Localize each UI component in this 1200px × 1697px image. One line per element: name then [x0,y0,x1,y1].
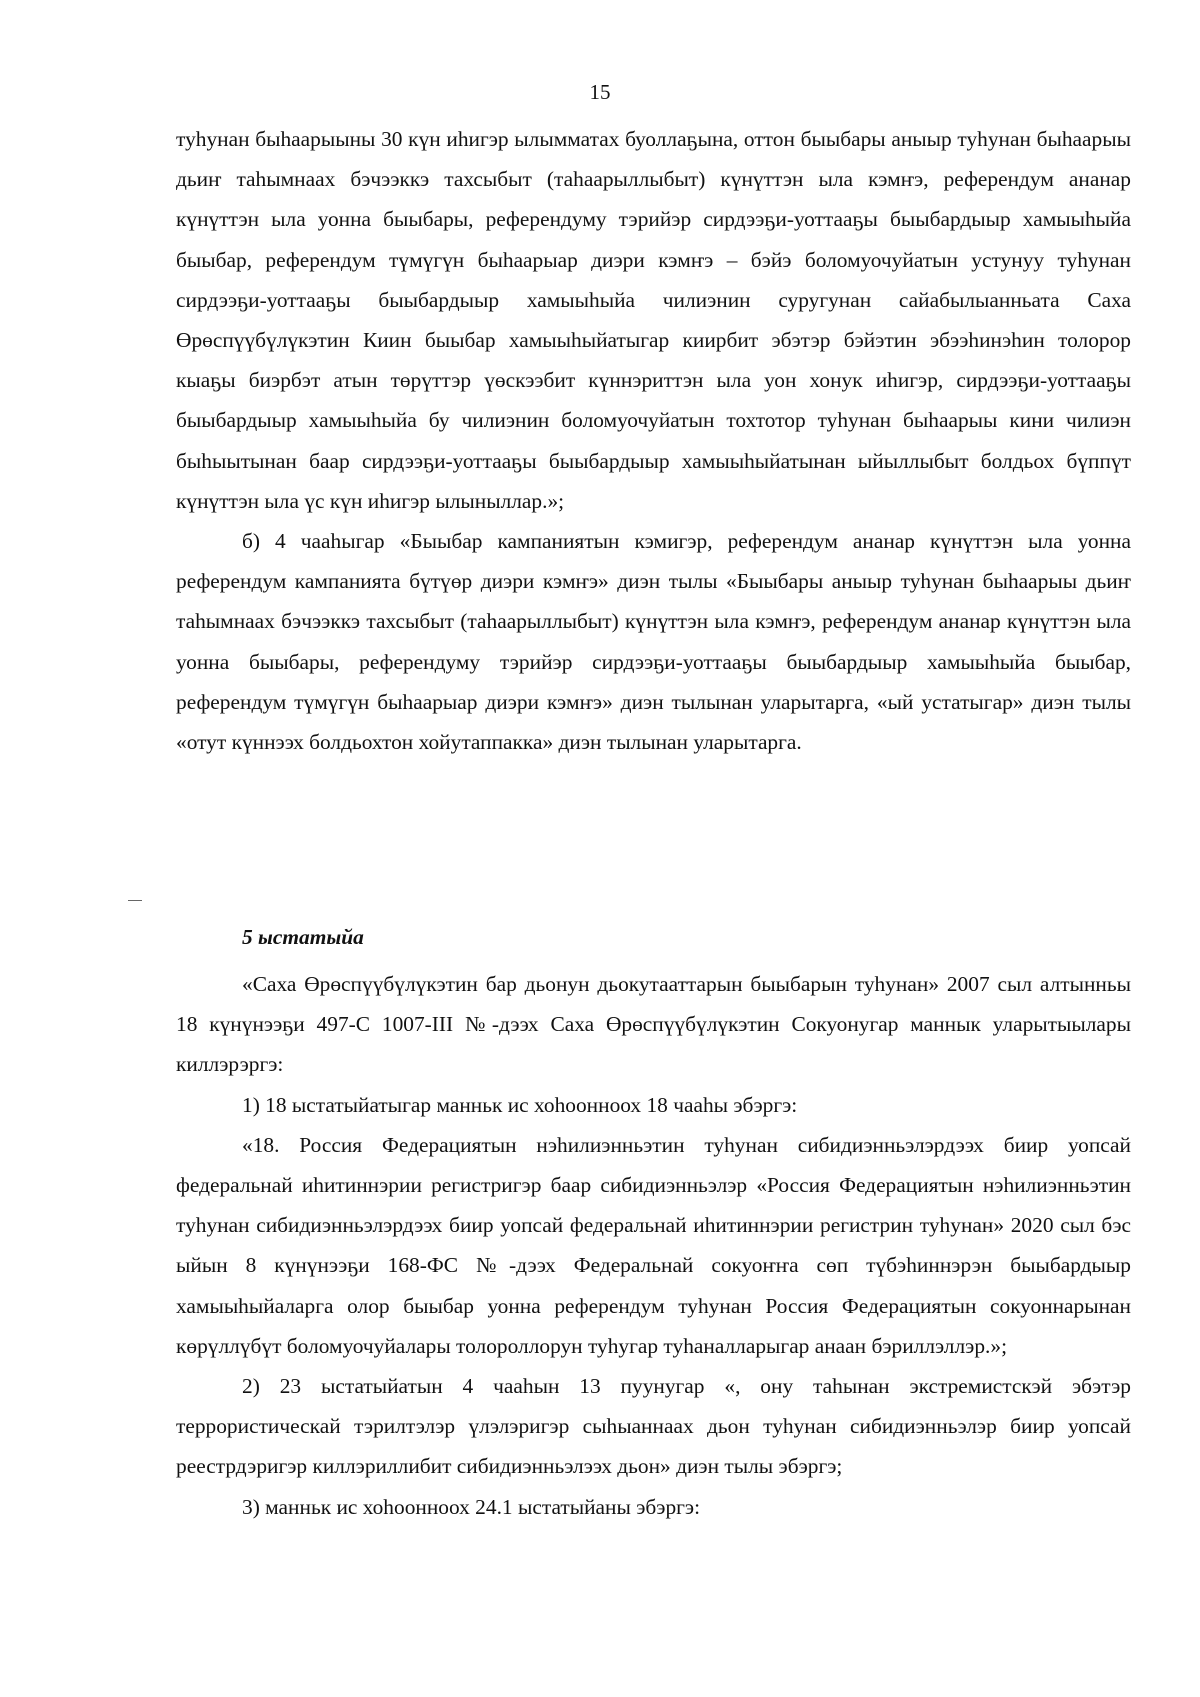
paragraph-item-b: б) 4 чааһыгар «Быыбар кампаниятын кэмигэр, референдум ананар күнүттэн ыла уонна референдум кампанията бүтүөр диэри кэмҥэ» диэн тылы «Быыбары аныыр туһунан быһаарыы дьиҥ таһымнаах бэчээккэ тахсыбыт (таһаарыллыбыт) күнүттэн ыла кэмҥэ, референдум ананар күнүттэн ыла уонна быыбары, референдуму тэрийэр сирдээҕи-уоттааҕы быыбардыыр хамыыһыйа быыбар, референдум түмүгүн быһаарыар диэри кэмҥэ» диэн тылынан уларытарга, «ый устатыгар» диэн тылы «отут күннээх болдьохтон хойутаппакка» диэн тылынан уларытарга. [176,529,1131,755]
article-5-body [176,964,1131,1527]
paragraph-item-1: 1) 18 ыстатыйатыгар манньк ис хоһоонноох 18 чааһы эбэргэ: [242,1092,798,1117]
paragraph-item-2: 2) 23 ыстатыйатын 4 чааһын 13 пуунугар «, ону таһынан экстремистскэй эбэтэр террористическай тэрилтэлэр үлэлэригэр сыһыаннаах дьон туһунан сибидиэнньэлэр биир уопсай реестрдэригэр киллэриллибит сибидиэнньэлээх дьон» диэн тылы эбэргэ; [176,1374,1131,1479]
margin-mark [128,900,142,901]
page-number: 15 [589,80,611,104]
paragraph-intro: «Саха Өрөспүүбүлүкэтин бар дьонун дьокутааттарын быыбарын туһунан» 2007 сыл алтынньы 18 күнүнээҕи 497-С 1007-III №-дээх Саха Өрөспүүбүлүкэтин Сокуонугар маннык уларытыылары киллэрэргэ: [176,972,1131,1077]
section-amendments [176,119,1131,762]
article-heading: 5 ыстатыйа [242,925,364,949]
paragraph-quote-18: «18. Россия Федерациятын нэһилиэнньэтин туһунан сибидиэнньэлэрдээх биир уопсай федеральнай иһитиннэрии регистригэр баар сибидиэнньэлэр «Россия Федерациятын нэһилиэнньэтин туһунан сибидиэнньэлэрдээх биир уопсай федеральнай иһитиннэрии регистрин туһунан» 2020 сыл бэс ыйын 8 күнүнээҕи 168-ФС №-дээх Федеральнай сокуоҥҥа сөп түбэһиннэрэн быыбардыыр хамыыһыйаларга олор быыбар уонна референдум туһунан Россия Федерациятын сокуоннарынан көрүллүбүт боломуочуйалары толороллорун туһугар туһаналларыгар анаан бэриллэллэр.»; [176,1132,1131,1358]
paragraph-continuation: туһунан быһаарыыны 30 күн иһигэр ылымматах буоллаҕына, оттон быыбары аныыр туһунан быһаарыы дьиҥ таһымнаах бэчээккэ тахсыбыт (таһаарыллыбыт) күнүттэн ыла кэмҥэ, референдум ананар күнүттэн ыла уонна быыбары, референдуму тэрийэр сирдээҕи-уоттааҕы быыбардыыр хамыыһыйа быыбар, референдум түмүгүн быһаарыар диэри кэмҥэ – бэйэ боломуочуйатын устунуу туһунан сирдээҕи-уоттааҕы быыбардыыр хамыыһыйа чилиэнин суругунан сайабылыанньата Саха Өрөспүүбүлүкэтин Киин быыбар хамыыһыйатыгар киирбит эбэтэр бэйэтин эбээһинэһин толорор кыаҕы биэрбэт атын төрүттэр үөскээбит күннэриттэн ыла уон хонук иһигэр, сирдээҕи-уоттааҕы быыбардыыр хамыыһыйа бу чилиэнин боломуочуйатын тохтотор туһунан быһаарыы кини чилиэн быһыытынан баар сирдээҕи-уоттааҕы быыбардыыр хамыыһыйатынан ыйыллыбыт болдьох бүппүт күнүттэн ыла үс күн иһигэр ылыныллар.»; [176,127,1131,513]
paragraph-item-3: 3) манньк ис хоһоонноох 24.1 ыстатыйаны эбэргэ: [242,1494,701,1519]
